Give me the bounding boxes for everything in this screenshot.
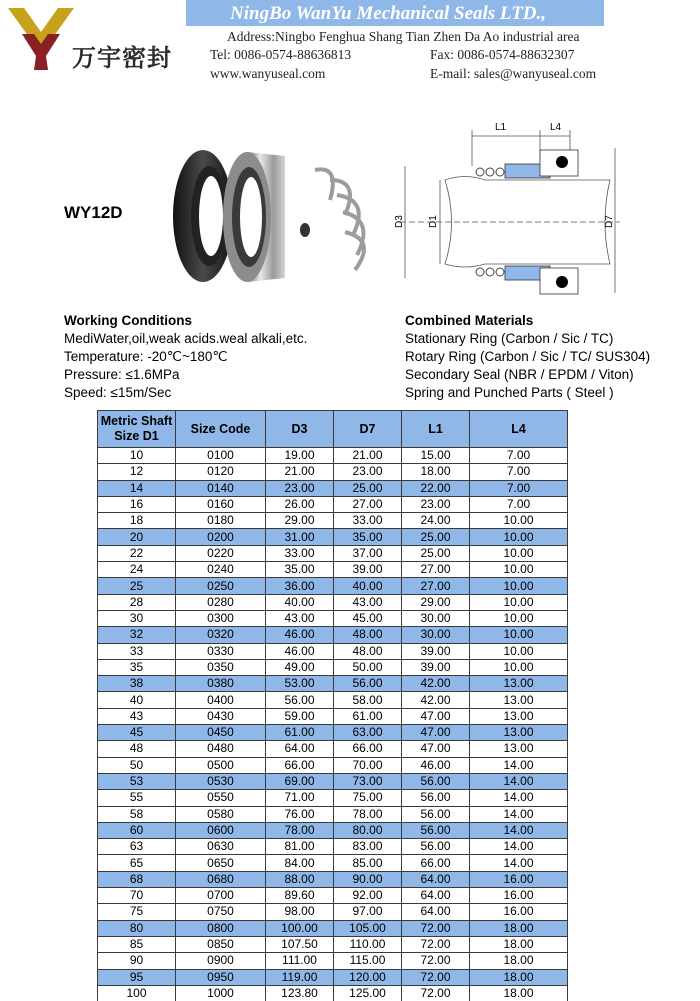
table-row (98, 448, 568, 464)
table-row (98, 692, 568, 708)
table-cell: 7.00 (470, 496, 568, 512)
working-condition-line: MediWater,oil,weak acids.weal alkali,etc. (64, 331, 308, 346)
table-cell: 24 (98, 562, 176, 578)
table-cell: 111.00 (266, 953, 334, 969)
table-cell: 56.00 (402, 790, 470, 806)
table-cell: 21.00 (334, 448, 402, 464)
table-cell: 55 (98, 790, 176, 806)
table-cell: 100 (98, 985, 176, 1001)
working-condition-line: Speed: ≤15m/Sec (64, 385, 172, 400)
table-cell: 47.00 (402, 708, 470, 724)
table-cell: 0450 (176, 725, 266, 741)
table-row (98, 953, 568, 969)
table-cell: 64.00 (402, 871, 470, 887)
table-row (98, 904, 568, 920)
table-cell: 0140 (176, 480, 266, 496)
table-cell: 25.00 (402, 545, 470, 561)
table-cell: 7.00 (470, 448, 568, 464)
table-cell: 13.00 (470, 708, 568, 724)
table-row (98, 578, 568, 594)
table-row (98, 610, 568, 626)
table-cell: 107.50 (266, 936, 334, 952)
material-line: Spring and Punched Parts ( Steel ) (405, 385, 614, 400)
table-cell: 0320 (176, 627, 266, 643)
table-cell: 7.00 (470, 464, 568, 480)
table-row (98, 839, 568, 855)
working-condition-line: Temperature: -20℃~180℃ (64, 349, 228, 364)
working-conditions (64, 312, 307, 402)
table-row (98, 855, 568, 871)
table-cell: 72.00 (402, 920, 470, 936)
table-cell: 88.00 (266, 871, 334, 887)
table-cell: 71.00 (266, 790, 334, 806)
table-cell: 64.00 (266, 741, 334, 757)
table-row (98, 659, 568, 675)
table-cell: 27.00 (402, 562, 470, 578)
table-cell: 21.00 (266, 464, 334, 480)
table-cell: 18 (98, 513, 176, 529)
table-cell: 48.00 (334, 627, 402, 643)
table-header-row (98, 411, 568, 448)
table-cell: 39.00 (402, 643, 470, 659)
table-row (98, 790, 568, 806)
table-cell: 80 (98, 920, 176, 936)
table-cell: 40.00 (266, 594, 334, 610)
table-cell: 43.00 (266, 610, 334, 626)
table-cell: 35.00 (334, 529, 402, 545)
table-cell: 16.00 (470, 871, 568, 887)
table-row (98, 888, 568, 904)
table-row (98, 757, 568, 773)
table-cell: 16.00 (470, 888, 568, 904)
table-row (98, 741, 568, 757)
table-row (98, 676, 568, 692)
table-row (98, 725, 568, 741)
combined-materials (405, 312, 650, 402)
table-cell: 0120 (176, 464, 266, 480)
table-cell: 18.00 (470, 920, 568, 936)
table-cell: 40.00 (334, 578, 402, 594)
table-cell: 40 (98, 692, 176, 708)
table-cell: 0530 (176, 773, 266, 789)
table-cell: 10.00 (470, 610, 568, 626)
table-cell: 115.00 (334, 953, 402, 969)
table-cell: 7.00 (470, 480, 568, 496)
table-row (98, 496, 568, 512)
table-cell: 0250 (176, 578, 266, 594)
table-cell: 98.00 (266, 904, 334, 920)
table-cell: 58.00 (334, 692, 402, 708)
table-cell: 72.00 (402, 936, 470, 952)
table-cell: 48 (98, 741, 176, 757)
table-cell: 68 (98, 871, 176, 887)
table-cell: 33 (98, 643, 176, 659)
table-cell: 63.00 (334, 725, 402, 741)
table-cell: 10.00 (470, 545, 568, 561)
table-cell: 64.00 (402, 888, 470, 904)
col-header-l4: L4 (470, 411, 568, 448)
table-cell: 0550 (176, 790, 266, 806)
size-table (97, 410, 568, 1001)
table-cell: 0180 (176, 513, 266, 529)
table-cell: 125.00 (334, 985, 402, 1001)
table-cell: 43.00 (334, 594, 402, 610)
table-cell: 14.00 (470, 806, 568, 822)
table-cell: 13.00 (470, 725, 568, 741)
table-cell: 27.00 (334, 496, 402, 512)
table-cell: 18.00 (470, 969, 568, 985)
table-cell: 32 (98, 627, 176, 643)
table-row (98, 708, 568, 724)
table-cell: 85 (98, 936, 176, 952)
table-cell: 31.00 (266, 529, 334, 545)
table-cell: 78.00 (266, 822, 334, 838)
table-cell: 120.00 (334, 969, 402, 985)
table-row (98, 545, 568, 561)
table-cell: 75 (98, 904, 176, 920)
table-row (98, 464, 568, 480)
table-row (98, 643, 568, 659)
table-row (98, 822, 568, 838)
table-cell: 61.00 (334, 708, 402, 724)
table-row (98, 480, 568, 496)
table-cell: 33.00 (334, 513, 402, 529)
table-cell: 61.00 (266, 725, 334, 741)
company-name: NingBo WanYu Mechanical Seals LTD., (230, 3, 547, 24)
table-cell: 72.00 (402, 985, 470, 1001)
table-cell: 37.00 (334, 545, 402, 561)
table-cell: 25.00 (334, 480, 402, 496)
table-cell: 28 (98, 594, 176, 610)
table-cell: 14.00 (470, 790, 568, 806)
material-line: Stationary Ring (Carbon / Sic / TC) (405, 331, 614, 346)
table-cell: 90.00 (334, 871, 402, 887)
table-row (98, 985, 568, 1001)
table-cell: 0300 (176, 610, 266, 626)
table-cell: 53 (98, 773, 176, 789)
table-cell: 0600 (176, 822, 266, 838)
table-cell: 39.00 (402, 659, 470, 675)
table-row (98, 529, 568, 545)
table-cell: 110.00 (334, 936, 402, 952)
table-cell: 25.00 (402, 529, 470, 545)
table-cell: 19.00 (266, 448, 334, 464)
table-cell: 45 (98, 725, 176, 741)
table-cell: 49.00 (266, 659, 334, 675)
table-cell: 46.00 (266, 643, 334, 659)
table-cell: 0950 (176, 969, 266, 985)
technical-drawing (390, 118, 690, 303)
table-cell: 20 (98, 529, 176, 545)
working-conditions-title: Working Conditions (64, 313, 192, 328)
table-cell: 12 (98, 464, 176, 480)
table-cell: 92.00 (334, 888, 402, 904)
table-cell: 10.00 (470, 627, 568, 643)
table-cell: 42.00 (402, 676, 470, 692)
table-cell: 18.00 (470, 985, 568, 1001)
table-row (98, 562, 568, 578)
table-cell: 0200 (176, 529, 266, 545)
table-cell: 119.00 (266, 969, 334, 985)
table-cell: 0700 (176, 888, 266, 904)
table-cell: 75.00 (334, 790, 402, 806)
table-cell: 0380 (176, 676, 266, 692)
table-cell: 30.00 (402, 610, 470, 626)
material-line: Secondary Seal (NBR / EPDM / Viton) (405, 367, 634, 382)
table-cell: 10.00 (470, 529, 568, 545)
table-cell: 84.00 (266, 855, 334, 871)
table-cell: 105.00 (334, 920, 402, 936)
table-cell: 14 (98, 480, 176, 496)
table-cell: 65 (98, 855, 176, 871)
telephone: Tel: 0086-0574-88636813 (210, 47, 352, 62)
table-cell: 30.00 (402, 627, 470, 643)
table-row (98, 871, 568, 887)
drawing-label-d1: D1 (428, 215, 439, 228)
table-cell: 63 (98, 839, 176, 855)
table-cell: 0680 (176, 871, 266, 887)
table-cell: 10 (98, 448, 176, 464)
table-cell: 22.00 (402, 480, 470, 496)
table-cell: 36.00 (266, 578, 334, 594)
table-cell: 60 (98, 822, 176, 838)
table-cell: 13.00 (470, 692, 568, 708)
col-header-d7: D7 (334, 411, 402, 448)
table-row (98, 806, 568, 822)
email-link[interactable]: E-mail: sales@wanyuseal.com (430, 66, 597, 81)
drawing-label-l4: L4 (550, 122, 562, 133)
table-cell: 0580 (176, 806, 266, 822)
table-cell: 0330 (176, 643, 266, 659)
table-cell: 39.00 (334, 562, 402, 578)
table-cell: 24.00 (402, 513, 470, 529)
table-cell: 42.00 (402, 692, 470, 708)
table-cell: 56.00 (402, 806, 470, 822)
table-cell: 50 (98, 757, 176, 773)
table-cell: 56.00 (334, 676, 402, 692)
table-cell: 46.00 (402, 757, 470, 773)
table-cell: 66.00 (402, 855, 470, 871)
table-cell: 30 (98, 610, 176, 626)
table-cell: 10.00 (470, 562, 568, 578)
table-cell: 72.00 (402, 969, 470, 985)
table-cell: 0500 (176, 757, 266, 773)
combined-materials-title: Combined Materials (405, 313, 534, 328)
table-row (98, 773, 568, 789)
table-cell: 76.00 (266, 806, 334, 822)
table-cell: 0900 (176, 953, 266, 969)
table-cell: 0240 (176, 562, 266, 578)
table-cell: 29.00 (266, 513, 334, 529)
table-cell: 81.00 (266, 839, 334, 855)
table-cell: 0160 (176, 496, 266, 512)
drawing-label-l1: L1 (495, 122, 507, 133)
table-cell: 56.00 (266, 692, 334, 708)
model-title: WY12D (64, 203, 123, 222)
table-cell: 69.00 (266, 773, 334, 789)
col-header-size-code: Size Code (176, 411, 266, 448)
table-cell: 18.00 (470, 936, 568, 952)
table-cell: 45.00 (334, 610, 402, 626)
table-cell: 14.00 (470, 822, 568, 838)
table-cell: 43 (98, 708, 176, 724)
table-cell: 53.00 (266, 676, 334, 692)
website-link[interactable]: www.wanyuseal.com (210, 66, 326, 81)
table-cell: 0350 (176, 659, 266, 675)
table-cell: 23.00 (334, 464, 402, 480)
table-cell: 50.00 (334, 659, 402, 675)
table-cell: 83.00 (334, 839, 402, 855)
table-cell: 16.00 (470, 904, 568, 920)
product-photo (165, 140, 380, 290)
table-cell: 56.00 (402, 822, 470, 838)
col-header-shaft: Metric Shaft Size D1 (98, 411, 176, 448)
table-cell: 26.00 (266, 496, 334, 512)
table-cell: 0800 (176, 920, 266, 936)
table-cell: 13.00 (470, 741, 568, 757)
table-cell: 78.00 (334, 806, 402, 822)
table-cell: 64.00 (402, 904, 470, 920)
table-cell: 66.00 (334, 741, 402, 757)
drawing-label-d7: D7 (604, 215, 615, 228)
table-cell: 80.00 (334, 822, 402, 838)
table-cell: 22 (98, 545, 176, 561)
table-cell: 47.00 (402, 725, 470, 741)
table-cell: 66.00 (266, 757, 334, 773)
table-cell: 0220 (176, 545, 266, 561)
table-cell: 0480 (176, 741, 266, 757)
table-cell: 14.00 (470, 839, 568, 855)
size-table-wrapper (97, 410, 567, 1001)
logo-text: 万宇密封 (72, 44, 172, 72)
table-cell: 70 (98, 888, 176, 904)
table-cell: 97.00 (334, 904, 402, 920)
table-row (98, 936, 568, 952)
table-cell: 47.00 (402, 741, 470, 757)
table-cell: 48.00 (334, 643, 402, 659)
table-cell: 14.00 (470, 773, 568, 789)
table-row (98, 920, 568, 936)
table-cell: 56.00 (402, 773, 470, 789)
working-condition-line: Pressure: ≤1.6MPa (64, 367, 180, 382)
table-cell: 14.00 (470, 757, 568, 773)
table-cell: 46.00 (266, 627, 334, 643)
table-cell: 27.00 (402, 578, 470, 594)
table-cell: 38 (98, 676, 176, 692)
table-row (98, 627, 568, 643)
table-cell: 95 (98, 969, 176, 985)
table-cell: 90 (98, 953, 176, 969)
table-cell: 10.00 (470, 643, 568, 659)
table-cell: 89.60 (266, 888, 334, 904)
table-cell: 18.00 (470, 953, 568, 969)
table-cell: 100.00 (266, 920, 334, 936)
table-cell: 35.00 (266, 562, 334, 578)
table-cell: 73.00 (334, 773, 402, 789)
table-cell: 0430 (176, 708, 266, 724)
table-row (98, 513, 568, 529)
table-cell: 10.00 (470, 659, 568, 675)
table-cell: 0280 (176, 594, 266, 610)
table-cell: 33.00 (266, 545, 334, 561)
table-cell: 58 (98, 806, 176, 822)
table-cell: 70.00 (334, 757, 402, 773)
table-cell: 13.00 (470, 676, 568, 692)
table-cell: 15.00 (402, 448, 470, 464)
table-cell: 23.00 (266, 480, 334, 496)
table-cell: 1000 (176, 985, 266, 1001)
table-cell: 23.00 (402, 496, 470, 512)
table-cell: 0100 (176, 448, 266, 464)
table-cell: 0630 (176, 839, 266, 855)
address: Address:Ningbo Fenghua Shang Tian Zhen Da Ao industrial area (227, 29, 580, 44)
table-row (98, 594, 568, 610)
table-cell: 123.80 (266, 985, 334, 1001)
drawing-label-d3: D3 (394, 215, 405, 228)
table-cell: 29.00 (402, 594, 470, 610)
table-cell: 0400 (176, 692, 266, 708)
col-header-d3: D3 (266, 411, 334, 448)
table-cell: 18.00 (402, 464, 470, 480)
col-header-l1: L1 (402, 411, 470, 448)
table-cell: 85.00 (334, 855, 402, 871)
table-cell: 56.00 (402, 839, 470, 855)
table-cell: 0850 (176, 936, 266, 952)
table-cell: 16 (98, 496, 176, 512)
table-cell: 59.00 (266, 708, 334, 724)
table-cell: 10.00 (470, 578, 568, 594)
table-cell: 14.00 (470, 855, 568, 871)
table-cell: 25 (98, 578, 176, 594)
table-row (98, 969, 568, 985)
fax: Fax: 0086-0574-88632307 (430, 47, 575, 62)
table-cell: 10.00 (470, 594, 568, 610)
material-line: Rotary Ring (Carbon / Sic / TC/ SUS304) (405, 349, 651, 364)
table-cell: 0750 (176, 904, 266, 920)
table-cell: 0650 (176, 855, 266, 871)
table-cell: 35 (98, 659, 176, 675)
table-cell: 72.00 (402, 953, 470, 969)
table-cell: 10.00 (470, 513, 568, 529)
